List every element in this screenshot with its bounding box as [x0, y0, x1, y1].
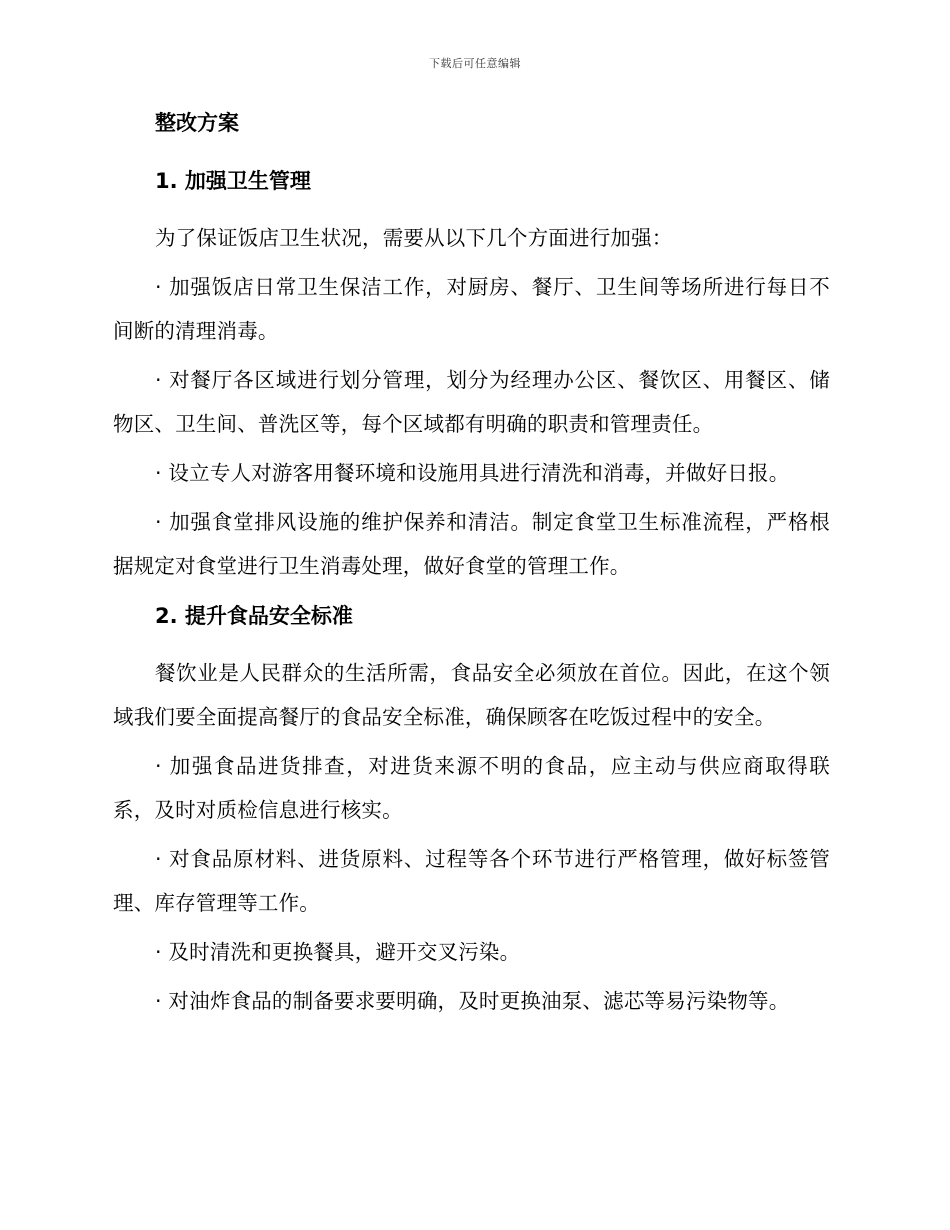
document-content [113, 108, 830, 1036]
bullet-paragraph: · 加强饭店日常卫生保洁工作，对厨房、餐厅、卫生间等场所进行每日不间断的清理消毒。 [113, 275, 830, 343]
bullet-paragraph: · 加强食品进货排查，对进货来源不明的食品，应主动与供应商取得联系，及时对质检信息进行核实。 [113, 754, 830, 822]
section-heading-2: 2. 提升食品安全标准 [155, 604, 353, 628]
bullet-paragraph: · 对油炸食品的制备要求要明确，及时更换油泵、滤芯等易污染物等。 [155, 989, 790, 1013]
bullet-paragraph: · 加强食堂排风设施的维护保养和清洁。制定食堂卫生标准流程，严格根据规定对食堂进行卫生消毒处理，做好食堂的管理工作。 [113, 510, 830, 578]
bullet-paragraph: · 对食品原材料、进货原料、过程等各个环节进行严格管理，做好标签管理、库存管理等工作。 [113, 847, 830, 915]
bullet-paragraph: · 及时清洗和更换餐具，避开交叉污染。 [155, 940, 521, 964]
page-header: 下载后可任意编辑 [429, 57, 521, 70]
paragraph: 为了保证饭店卫生状况，需要从以下几个方面进行加强： [155, 226, 673, 250]
document-title: 整改方案 [155, 111, 239, 135]
section-heading-1: 1. 加强卫生管理 [155, 169, 311, 193]
bullet-paragraph: · 对餐厅各区域进行划分管理，划分为经理办公区、餐饮区、用餐区、储物区、卫生间、普洗区等，每个区域都有明确的职责和管理责任。 [113, 368, 830, 436]
bullet-paragraph: · 设立专人对游客用餐环境和设施用具进行清洗和消毒，并做好日报。 [155, 461, 790, 485]
paragraph: 餐饮业是人民群众的生活所需，食品安全必须放在首位。因此，在这个领域我们要全面提高餐厅的食品安全标准，确保顾客在吃饭过程中的安全。 [113, 661, 830, 729]
